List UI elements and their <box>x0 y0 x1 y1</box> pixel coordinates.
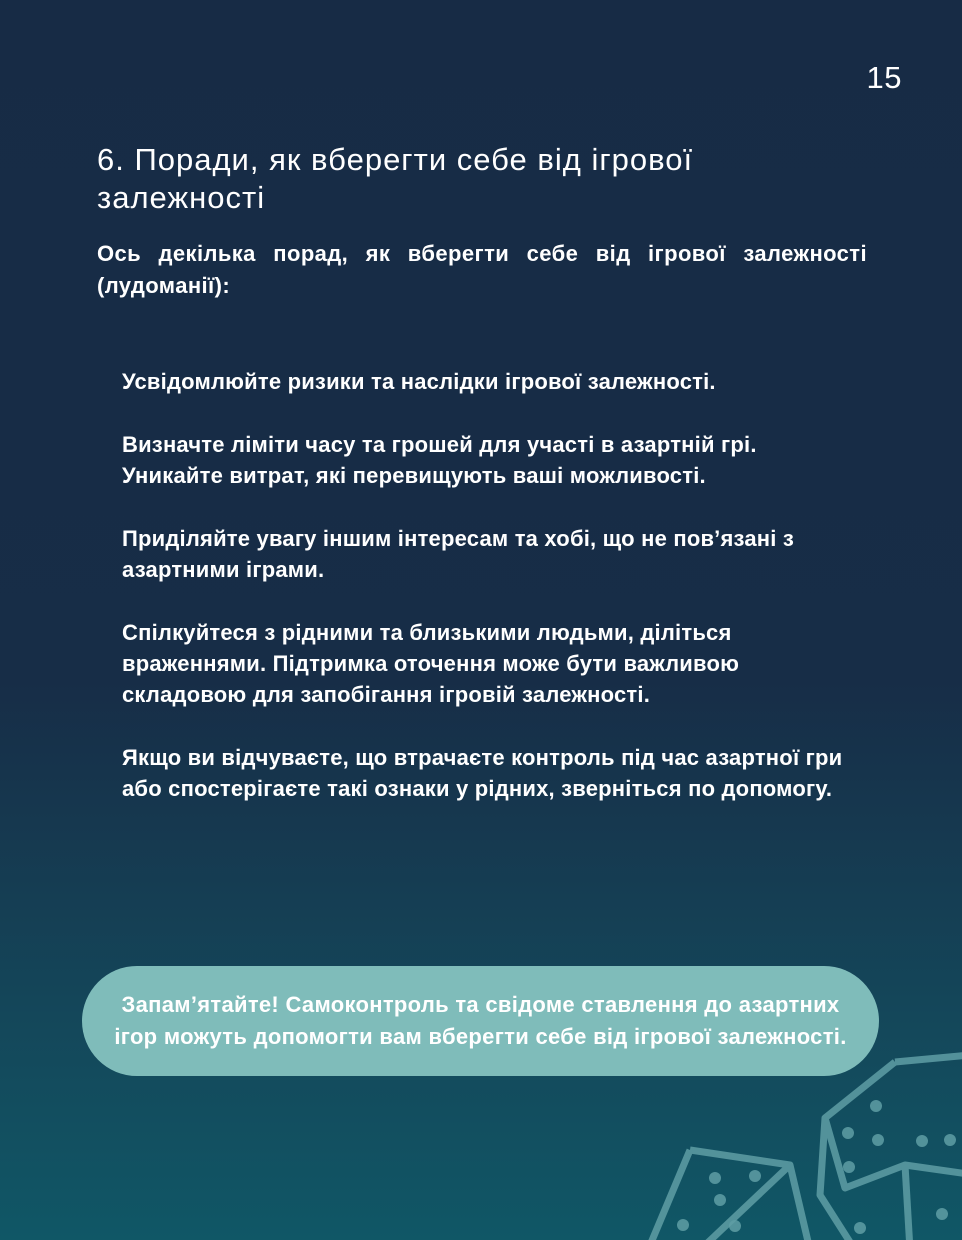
reminder-text: Запам’ятайте! Самоконтроль та свідоме ставлення до азартних ігор можуть допомогти вам вберегти себе від ігрової залежності. <box>114 992 847 1049</box>
tip-item: Визначте ліміти часу та грошей для участі в азартній грі. Уникайте витрат, які перевищують ваші можливості. <box>122 432 757 488</box>
tip-item: Приділяйте увагу іншим інтересам та хобі, що не пов’язані з азартними іграми. <box>122 526 795 582</box>
tip-item: Якщо ви відчуваєте, що втрачаєте контроль під час азартної гри або спостерігаєте такі ознаки у рідних, зверніться по допомогу. <box>122 745 843 801</box>
page-number: 15 <box>866 60 902 95</box>
reminder-callout <box>82 966 879 1076</box>
tips-list <box>122 366 852 836</box>
tip-item: Спілкуйтеся з рідними та близькими людьми, діліться враженнями. Підтримка оточення може бути важливою складовою для запобігання ігровій залежності. <box>122 620 740 707</box>
intro-text: Ось декілька порад, як вберегти себе від ігрової залежності (лудоманії): <box>97 241 867 298</box>
tip-item: Усвідомлюйте ризики та наслідки ігрової залежності. <box>122 369 716 394</box>
section-title: 6. Поради, як вберегти себе від ігрової залежності <box>97 142 694 215</box>
